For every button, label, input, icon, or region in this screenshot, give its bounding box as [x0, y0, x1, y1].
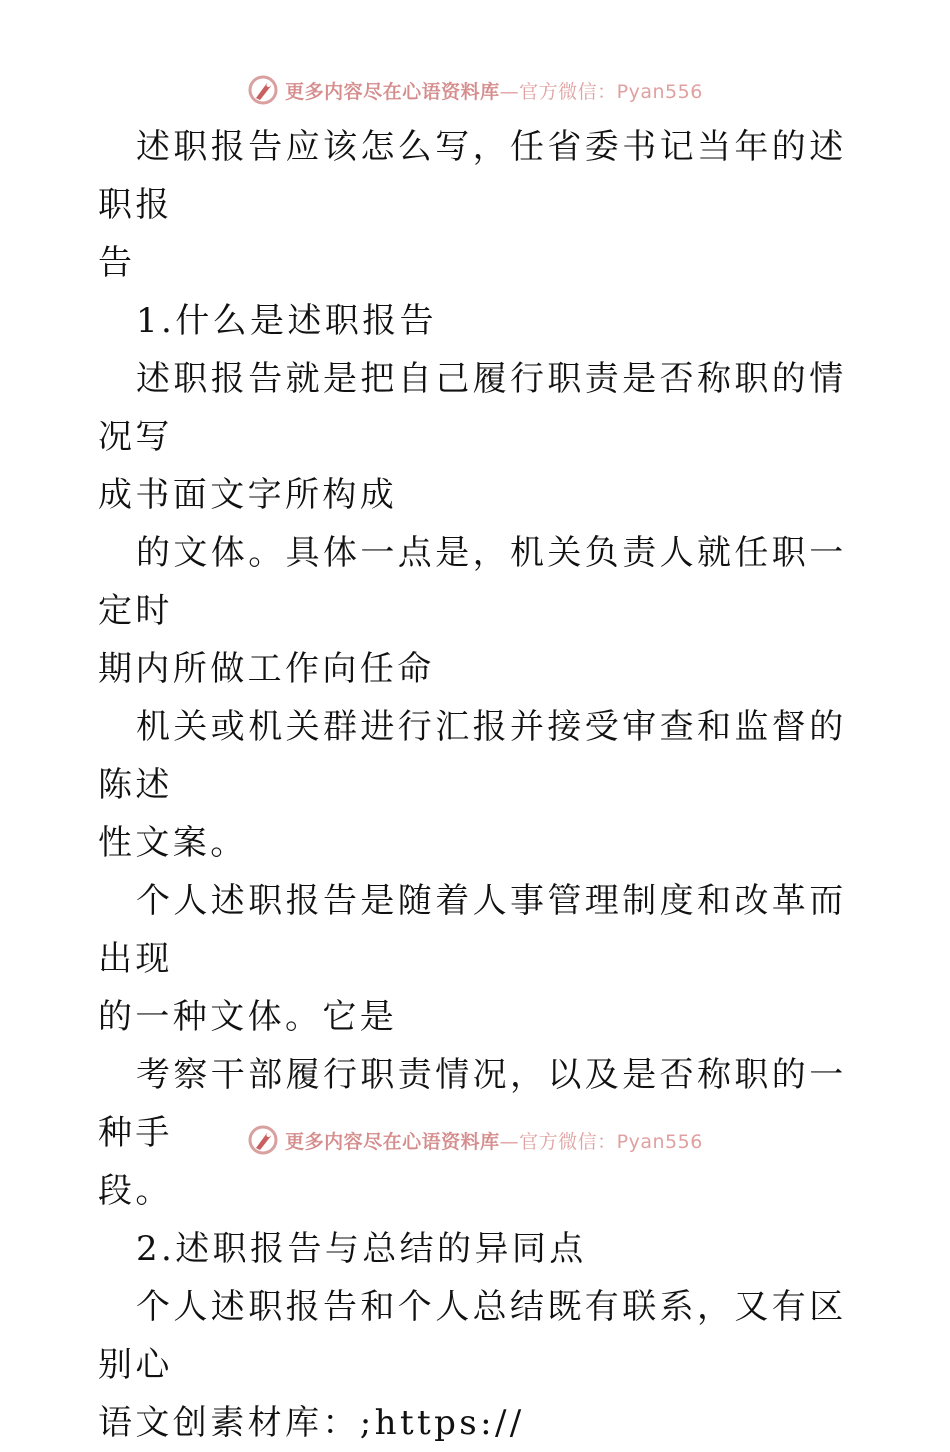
paragraph: 的文体。具体一点是，机关负责人就任职一定时 期内所做工作向任命 — [98, 533, 847, 689]
banner-text — [285, 77, 703, 104]
paragraph: 个人述职报告和个人总结既有联系，又有区别心 语文创素材库：;https:// — [98, 1287, 847, 1443]
section-heading-1: 1.什么是述职报告 — [136, 301, 438, 341]
banner-text-bold: 更多内容尽在心语资料库 — [285, 80, 500, 103]
footer-banner — [0, 1120, 950, 1160]
pen-nib-circle-icon — [247, 74, 279, 106]
document-title: 述职报告应该怎么写，任省委书记当年的述职报 告 — [98, 127, 847, 283]
banner-text-rest: —官方微信：Pyan556 — [499, 80, 703, 103]
paragraph: 考察干部履行职责情况，以及是否称职的一种手 段。 — [98, 1055, 847, 1211]
paragraph: 述职报告就是把自己履行职责是否称职的情况写 成书面文字所构成 — [98, 359, 847, 515]
section-heading-2: 2.述职报告与总结的异同点 — [136, 1229, 587, 1269]
document-body — [98, 118, 858, 1452]
banner-text — [285, 1127, 703, 1154]
pen-nib-circle-icon — [247, 1124, 279, 1156]
header-banner — [0, 70, 950, 110]
paragraph: 机关或机关群进行汇报并接受审查和监督的陈述 性文案。 — [98, 707, 847, 863]
banner-text-rest: —官方微信：Pyan556 — [499, 1130, 703, 1153]
banner-text-bold: 更多内容尽在心语资料库 — [285, 1130, 500, 1153]
paragraph: 个人述职报告是随着人事管理制度和改革而出现 的一种文体。它是 — [98, 881, 847, 1037]
